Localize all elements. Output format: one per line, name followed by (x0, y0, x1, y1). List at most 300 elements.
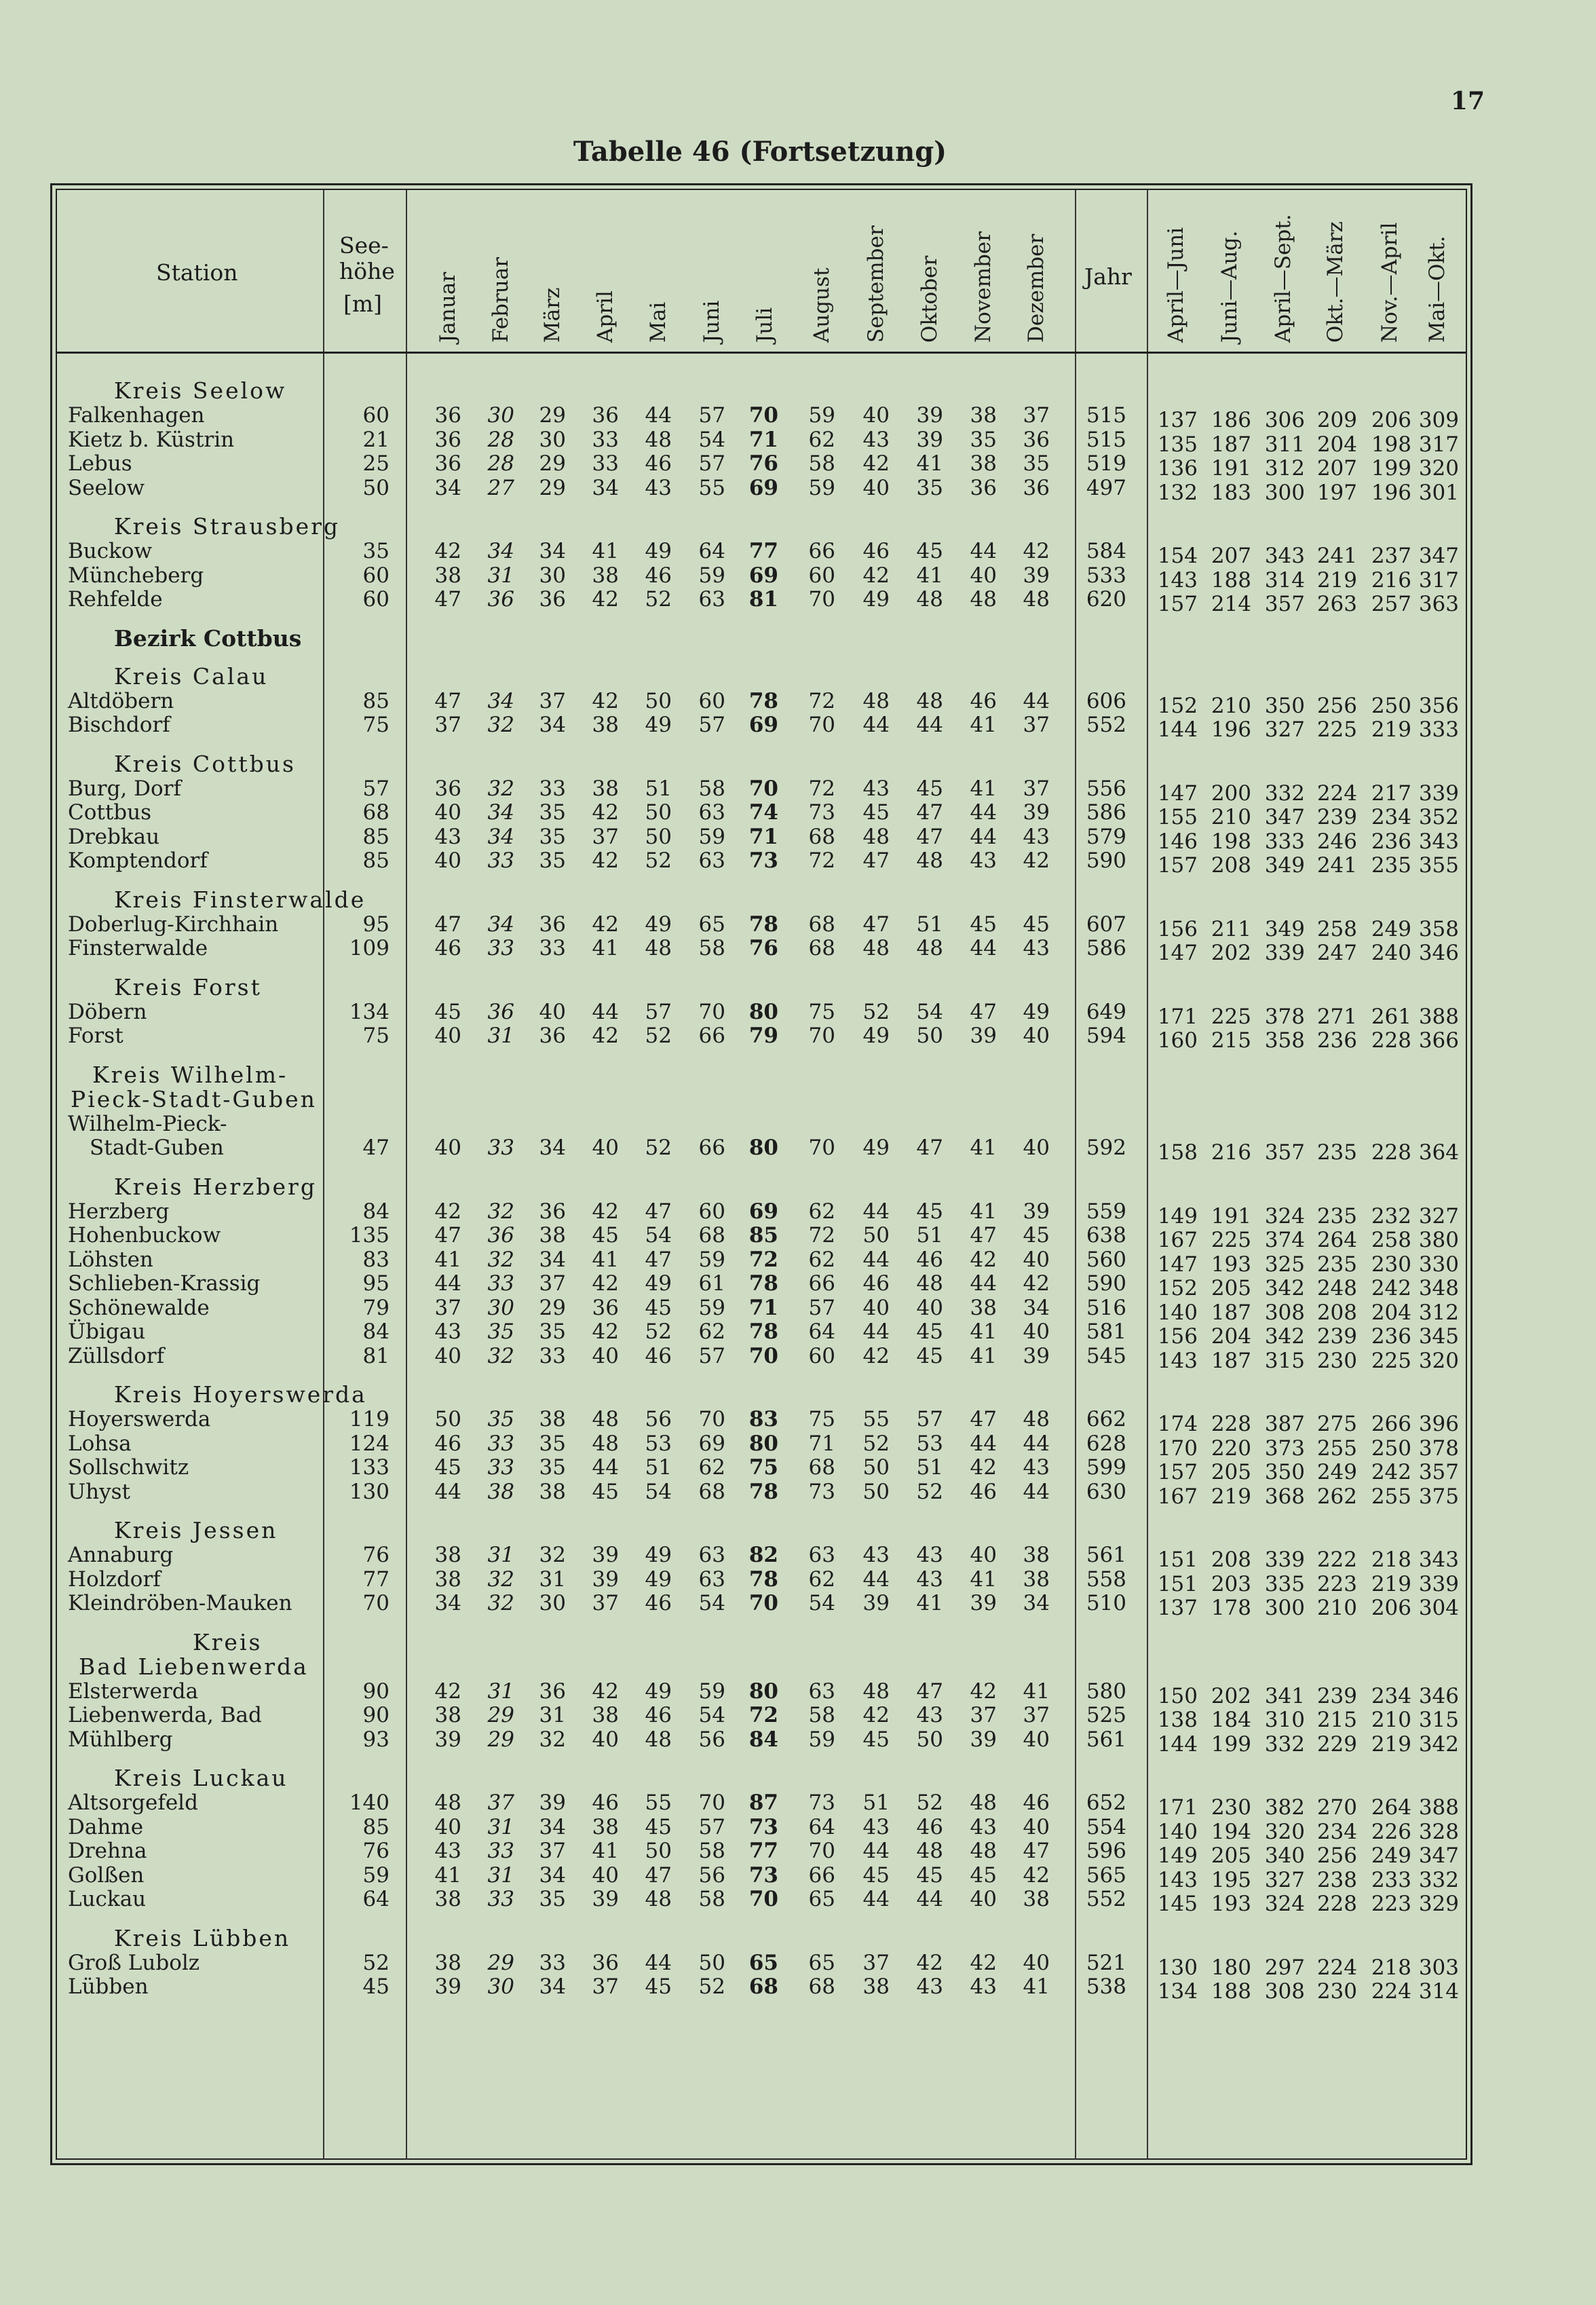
year-total: 579 (1086, 824, 1126, 849)
month-value: 41 (970, 1343, 997, 1368)
year-total: 606 (1086, 688, 1126, 713)
month-value: 40 (1023, 1814, 1050, 1839)
period-value: 180 (1211, 1955, 1251, 1980)
month-value: 66 (808, 539, 835, 563)
period-value: 210 (1211, 693, 1251, 718)
month-value: 33 (487, 1431, 514, 1456)
month-value: 54 (645, 1479, 672, 1504)
month-value: 54 (698, 1703, 725, 1727)
month-value: 40 (434, 1136, 461, 1160)
altitude-cell: 21 (362, 427, 390, 452)
altitude-cell: 75 (362, 713, 390, 737)
table-row (0, 1479, 1596, 1509)
period-value: 199 (1371, 456, 1411, 481)
header-divider (57, 352, 1466, 354)
table-row (0, 1455, 1596, 1484)
month-value: 47 (434, 587, 461, 612)
header-period: April—Juni (1164, 227, 1188, 343)
month-value: 40 (592, 1727, 619, 1752)
altitude-cell: 45 (362, 1974, 390, 1999)
month-value: 62 (698, 1319, 725, 1344)
bezirk-heading: Bezirk Cottbus (114, 624, 302, 652)
month-value: 64 (808, 1814, 835, 1839)
month-value: 44 (645, 403, 672, 428)
period-value: 340 (1264, 1843, 1305, 1868)
year-total: 556 (1086, 776, 1126, 801)
month-value: 75 (808, 999, 835, 1024)
month-value: 48 (862, 688, 890, 713)
period-value: 228 (1211, 1412, 1251, 1436)
period-value: 300 (1264, 1596, 1305, 1620)
month-value: 70 (808, 713, 835, 737)
month-value: 70 (698, 1791, 725, 1815)
period-value: 229 (1316, 1731, 1357, 1757)
month-value: 60 (698, 1199, 725, 1224)
period-value: 220 (1211, 1436, 1251, 1461)
month-value: 72 (808, 1223, 835, 1248)
year-total: 538 (1086, 1974, 1126, 1999)
month-value: 48 (916, 848, 943, 873)
period-value: 257 (1371, 592, 1411, 616)
month-value: 69 (748, 475, 778, 500)
month-value: 38 (592, 776, 619, 801)
month-value: 33 (539, 1343, 566, 1368)
period-value: 270 (1316, 1795, 1357, 1820)
month-value: 32 (487, 1567, 514, 1592)
table-row (0, 1814, 1596, 1844)
month-value: 48 (434, 1791, 461, 1815)
table-row (0, 1199, 1596, 1229)
month-value: 37 (434, 1295, 461, 1320)
period-value: 241 (1316, 853, 1357, 878)
period-value: 314 (1264, 567, 1305, 593)
month-value: 36 (539, 587, 566, 612)
station-name: Drehna (68, 1839, 147, 1863)
table-row (0, 1567, 1596, 1596)
year-total: 552 (1086, 713, 1126, 737)
month-value: 48 (916, 936, 943, 960)
month-value: 32 (487, 1247, 514, 1272)
month-value: 62 (808, 1567, 835, 1592)
month-value: 49 (645, 912, 672, 937)
period-value: 332 (1264, 1731, 1305, 1757)
month-value: 38 (970, 403, 997, 428)
month-value: 35 (539, 824, 566, 849)
period-value: 248 (1316, 1276, 1357, 1300)
period-value: 380 (1418, 1228, 1459, 1252)
altitude-cell: 134 (349, 999, 390, 1024)
period-value: 330 (1418, 1252, 1459, 1277)
month-value: 42 (592, 1199, 619, 1224)
kreis-heading: Kreis Finsterwalde (114, 886, 366, 913)
month-value: 38 (434, 1887, 461, 1911)
month-value: 36 (592, 1295, 619, 1320)
month-value: 80 (748, 1679, 778, 1704)
month-value: 32 (487, 1199, 514, 1224)
month-value: 38 (862, 1974, 890, 1999)
month-value: 39 (592, 1887, 619, 1911)
month-value: 38 (539, 1223, 566, 1248)
year-total: 515 (1086, 427, 1126, 452)
month-value: 77 (748, 539, 778, 563)
month-value: 47 (916, 1679, 943, 1704)
header-month: Mai (646, 301, 670, 343)
month-value: 73 (748, 848, 778, 873)
month-value: 44 (862, 1319, 890, 1344)
month-value: 38 (434, 1543, 461, 1567)
station-name: Cottbus (68, 800, 152, 825)
period-value: 232 (1371, 1203, 1411, 1229)
month-value: 34 (539, 539, 566, 563)
table-row (0, 475, 1596, 505)
period-value: 255 (1371, 1484, 1411, 1509)
period-value: 387 (1264, 1412, 1305, 1436)
month-value: 41 (970, 776, 997, 801)
month-value: 40 (592, 1343, 619, 1368)
month-value: 33 (487, 848, 514, 873)
month-value: 48 (645, 1727, 672, 1752)
year-total: 592 (1086, 1136, 1126, 1160)
station-name: Annaburg (68, 1543, 174, 1567)
month-value: 59 (698, 1295, 725, 1320)
period-value: 157 (1157, 1460, 1198, 1484)
month-value: 36 (1023, 427, 1050, 452)
month-value: 48 (862, 1679, 890, 1704)
month-value: 82 (748, 1543, 778, 1567)
month-value: 50 (645, 824, 672, 849)
period-value: 160 (1157, 1028, 1198, 1053)
period-value: 357 (1418, 1460, 1459, 1484)
month-value: 38 (434, 1703, 461, 1727)
period-value: 155 (1157, 805, 1198, 829)
month-value: 38 (487, 1479, 514, 1504)
month-value: 57 (698, 451, 725, 476)
month-value: 37 (970, 1703, 997, 1727)
month-value: 47 (916, 824, 943, 849)
month-value: 36 (592, 1950, 619, 1975)
year-total: 552 (1086, 1887, 1126, 1911)
station-name: Buckow (68, 539, 153, 563)
month-value: 38 (434, 1567, 461, 1592)
month-value: 65 (698, 912, 725, 937)
month-value: 33 (487, 936, 514, 960)
table-row (0, 848, 1596, 878)
month-value: 48 (862, 824, 890, 849)
month-value: 46 (916, 1247, 943, 1272)
period-value: 210 (1371, 1708, 1411, 1732)
period-value: 236 (1371, 829, 1411, 854)
month-value: 37 (1023, 1703, 1050, 1727)
period-value: 219 (1316, 567, 1357, 593)
period-value: 343 (1264, 544, 1305, 568)
month-value: 43 (645, 475, 672, 500)
month-value: 53 (645, 1431, 672, 1456)
header-month: Juli (753, 307, 777, 343)
station-name: Bischdorf (68, 713, 170, 737)
table-row (0, 1862, 1596, 1892)
period-value: 183 (1211, 480, 1251, 505)
month-value: 75 (748, 1455, 778, 1480)
month-value: 69 (698, 1431, 725, 1456)
month-value: 43 (970, 848, 997, 873)
month-value: 37 (434, 713, 461, 737)
kreis-heading: Kreis (193, 1628, 263, 1655)
month-value: 41 (592, 1839, 619, 1863)
period-value: 317 (1418, 432, 1459, 457)
altitude-cell: 57 (362, 776, 390, 801)
period-value: 301 (1418, 480, 1459, 505)
period-value: 328 (1418, 1819, 1459, 1844)
month-value: 45 (970, 1862, 997, 1888)
station-name: Rehfelde (68, 587, 163, 612)
month-value: 42 (592, 912, 619, 937)
month-value: 45 (916, 1343, 943, 1368)
month-value: 40 (1023, 1136, 1050, 1160)
table-row (0, 1024, 1596, 1053)
table-row (0, 403, 1596, 432)
month-value: 52 (645, 1024, 672, 1048)
month-value: 46 (645, 1591, 672, 1615)
year-total: 628 (1086, 1431, 1126, 1456)
month-value: 70 (748, 1591, 778, 1615)
month-value: 29 (487, 1727, 514, 1752)
period-value: 158 (1157, 1140, 1198, 1165)
table-row (0, 1887, 1596, 1916)
period-value: 343 (1418, 829, 1459, 854)
period-value: 339 (1264, 1548, 1305, 1572)
period-value: 140 (1157, 1300, 1198, 1325)
period-value: 341 (1264, 1683, 1305, 1708)
month-value: 42 (1023, 539, 1050, 563)
month-value: 45 (1023, 1223, 1050, 1248)
month-value: 34 (487, 912, 514, 937)
month-value: 30 (487, 1295, 514, 1320)
month-value: 49 (645, 539, 672, 563)
period-value: 262 (1316, 1484, 1357, 1509)
header-period: April—Sept. (1271, 214, 1295, 343)
month-value: 33 (592, 451, 619, 476)
month-value: 40 (970, 563, 997, 588)
month-value: 47 (862, 848, 890, 873)
month-value: 64 (808, 1319, 835, 1344)
month-value: 55 (645, 1791, 672, 1815)
month-value: 47 (434, 688, 461, 713)
month-value: 36 (487, 587, 514, 612)
month-value: 58 (698, 1887, 725, 1911)
altitude-cell: 81 (362, 1343, 390, 1368)
period-value: 388 (1418, 1004, 1459, 1029)
altitude-cell: 50 (362, 475, 390, 500)
month-value: 45 (592, 1223, 619, 1248)
month-value: 34 (487, 824, 514, 849)
month-value: 35 (487, 1319, 514, 1344)
month-value: 45 (916, 776, 943, 801)
period-value: 310 (1264, 1708, 1305, 1732)
month-value: 45 (916, 1319, 943, 1344)
station-name: Lübben (68, 1974, 149, 1999)
month-value: 44 (970, 1271, 997, 1296)
month-value: 43 (434, 824, 461, 849)
kreis-heading: Pieck-Stadt-Guben (71, 1085, 317, 1112)
period-value: 239 (1316, 1683, 1357, 1708)
period-value: 382 (1264, 1795, 1305, 1820)
period-value: 223 (1316, 1571, 1357, 1596)
period-value: 209 (1316, 408, 1357, 432)
header-period: Okt.—März (1323, 221, 1348, 343)
month-value: 40 (916, 1295, 943, 1320)
month-value: 44 (434, 1479, 461, 1504)
station-name: Kietz b. Küstrin (68, 427, 235, 452)
month-value: 49 (645, 713, 672, 737)
month-value: 72 (808, 776, 835, 801)
period-value: 249 (1371, 1843, 1411, 1868)
altitude-cell: 85 (362, 824, 390, 849)
header-month: März (540, 287, 565, 343)
month-value: 44 (970, 800, 997, 825)
month-value: 42 (434, 539, 461, 563)
month-value: 49 (645, 1543, 672, 1567)
month-value: 83 (748, 1407, 778, 1431)
kreis-heading: Kreis Cottbus (114, 750, 296, 777)
period-value: 222 (1316, 1548, 1357, 1572)
month-value: 71 (748, 824, 778, 849)
period-value: 219 (1211, 1484, 1251, 1509)
month-value: 60 (808, 563, 835, 588)
altitude-cell: 59 (362, 1862, 390, 1888)
month-value: 47 (645, 1862, 672, 1888)
station-name: Komptendorf (68, 848, 208, 873)
month-value: 58 (698, 936, 725, 960)
period-value: 345 (1418, 1324, 1459, 1349)
station-name: Uhyst (68, 1479, 130, 1504)
year-total: 533 (1086, 563, 1126, 588)
period-value: 308 (1264, 1300, 1305, 1325)
table-row (0, 1407, 1596, 1436)
month-value: 47 (645, 1247, 672, 1272)
period-value: 256 (1316, 693, 1357, 718)
header-month: Oktober (917, 255, 942, 343)
month-value: 43 (862, 1543, 890, 1567)
kreis-heading: Kreis Forst (114, 973, 262, 1000)
period-value: 373 (1264, 1436, 1305, 1461)
month-value: 45 (645, 1295, 672, 1320)
period-value: 236 (1316, 1028, 1357, 1053)
month-value: 47 (862, 912, 890, 937)
station-name: Wilhelm-Pieck- (68, 1111, 227, 1136)
month-value: 61 (698, 1271, 725, 1296)
station-name: Elsterwerda (68, 1679, 199, 1704)
month-value: 57 (808, 1295, 835, 1320)
month-value: 43 (862, 427, 890, 452)
altitude-cell: 68 (362, 800, 390, 825)
period-value: 218 (1371, 1548, 1411, 1572)
month-value: 42 (434, 1679, 461, 1704)
period-value: 333 (1264, 829, 1305, 854)
month-value: 34 (487, 800, 514, 825)
altitude-cell: 47 (362, 1136, 390, 1160)
month-value: 34 (487, 688, 514, 713)
month-value: 34 (434, 1591, 461, 1615)
station-name: Burg, Dorf (68, 776, 181, 801)
period-value: 147 (1157, 781, 1198, 806)
period-value: 339 (1264, 941, 1305, 965)
month-value: 42 (592, 848, 619, 873)
period-value: 230 (1316, 1979, 1357, 2004)
year-total: 590 (1086, 1271, 1126, 1296)
altitude-cell: 90 (362, 1679, 390, 1704)
period-value: 187 (1211, 1348, 1251, 1373)
altitude-cell: 60 (362, 563, 390, 588)
period-value: 356 (1418, 693, 1459, 718)
month-value: 68 (808, 912, 835, 937)
month-value: 51 (862, 1791, 890, 1815)
month-value: 48 (645, 1887, 672, 1911)
month-value: 50 (862, 1455, 890, 1480)
period-value: 205 (1211, 1843, 1251, 1868)
month-value: 69 (748, 713, 778, 737)
month-value: 44 (970, 1431, 997, 1456)
header-seehoehe-unit: [m] (343, 291, 383, 317)
period-value: 140 (1157, 1819, 1198, 1844)
table-row (0, 936, 1596, 965)
month-value: 38 (434, 1950, 461, 1975)
station-name: Luckau (68, 1887, 147, 1911)
period-value: 363 (1418, 592, 1459, 616)
month-value: 44 (592, 999, 619, 1024)
header-month: Dezember (1024, 233, 1048, 343)
header-period: Mai—Okt. (1425, 236, 1449, 343)
month-value: 44 (1023, 1431, 1050, 1456)
period-value: 358 (1418, 916, 1459, 941)
year-total: 510 (1086, 1591, 1126, 1615)
period-value: 208 (1211, 853, 1251, 878)
altitude-cell: 109 (349, 936, 390, 960)
period-value: 130 (1157, 1955, 1198, 1980)
month-value: 77 (748, 1839, 778, 1863)
month-value: 73 (808, 1479, 835, 1504)
table-row (0, 1950, 1596, 1980)
month-value: 37 (1023, 403, 1050, 428)
period-value: 144 (1157, 1731, 1198, 1757)
table-row (0, 1271, 1596, 1300)
month-value: 64 (698, 539, 725, 563)
month-value: 39 (970, 1727, 997, 1752)
month-value: 43 (434, 1319, 461, 1344)
month-value: 41 (1023, 1679, 1050, 1704)
month-value: 29 (539, 451, 566, 476)
period-value: 303 (1418, 1955, 1459, 1980)
month-value: 54 (698, 427, 725, 452)
month-value: 35 (539, 1887, 566, 1911)
month-value: 51 (645, 776, 672, 801)
period-value: 219 (1371, 1731, 1411, 1757)
altitude-cell: 85 (362, 848, 390, 873)
month-value: 41 (1023, 1974, 1050, 1999)
month-value: 36 (487, 1223, 514, 1248)
period-value: 230 (1211, 1795, 1251, 1820)
month-value: 56 (698, 1727, 725, 1752)
period-value: 171 (1157, 1004, 1198, 1029)
month-value: 37 (539, 688, 566, 713)
period-value: 314 (1418, 1979, 1459, 2004)
month-value: 43 (1023, 936, 1050, 960)
month-value: 39 (862, 1591, 890, 1615)
month-value: 52 (916, 1479, 943, 1504)
month-value: 46 (434, 1431, 461, 1456)
month-value: 71 (748, 1295, 778, 1320)
month-value: 45 (1023, 912, 1050, 937)
month-value: 44 (862, 713, 890, 737)
